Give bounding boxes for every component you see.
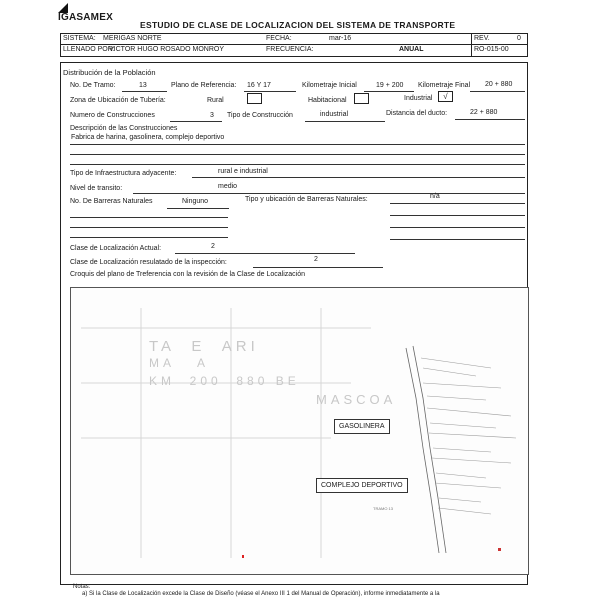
desc-line-3	[70, 155, 525, 165]
tipo-const-label: Tipo de Construcción	[227, 112, 293, 119]
clase-actual-line	[175, 244, 355, 254]
transito-line	[133, 184, 525, 194]
form-title: ESTUDIO DE CLASE DE LOCALIZACION DEL SISTEMA DE TRANSPORTE	[140, 20, 456, 30]
header-row-divider	[61, 44, 527, 45]
pipeline-note: TRAMO 13	[373, 506, 394, 511]
note-a: a) Si la Clase de Localización excede la Clase de Diseño (véase el Anexo III 1 del Manual de Operación), informe inmediatamente a la	[82, 591, 440, 597]
sistema-value: MERIGAS NORTE	[103, 35, 162, 42]
section-title: Distribución de la Población	[63, 68, 156, 77]
desc-line-2	[70, 145, 525, 155]
tipo-barreras-label: Tipo y ubicación de Barreras Naturales:	[245, 196, 368, 203]
company-name: IGASAMEX	[58, 12, 113, 23]
barreras-extra-line-3	[70, 228, 228, 238]
fecha-label: FECHA:	[266, 35, 292, 42]
dist-ducto-value: 22 + 880	[470, 109, 498, 116]
rev-value: 0	[517, 35, 521, 42]
sketch-drawing	[71, 288, 528, 574]
croquis-label: Croquis del plano de Treferencia con la revisión de la Clase de Localización	[70, 271, 306, 278]
clase-actual-value: 2	[211, 243, 215, 250]
label-gasolinera: GASOLINERA	[334, 419, 390, 434]
infra-label: Tipo de Infraestructura adyacente:	[70, 170, 177, 177]
header-table	[60, 33, 528, 57]
tramo-value: 13	[139, 82, 147, 89]
tipo-barreras-value: n/a	[430, 193, 440, 200]
tramo-label: No. De Tramo:	[70, 82, 116, 89]
sketch-ghost-text-1: TA E ARI	[149, 338, 259, 355]
barreras-label: No. De Barreras Naturales	[70, 198, 153, 205]
km-inicial-label: Kilometraje Inicial	[302, 82, 357, 89]
industrial-label: Industrial	[404, 95, 433, 102]
clase-insp-value: 2	[314, 256, 318, 263]
num-const-line	[170, 112, 222, 122]
habitacional-checkbox[interactable]	[354, 93, 369, 104]
sketch-ghost-text-3: KM 200 880 BE	[149, 374, 300, 388]
desc-value: Fabrica de harina, gasolinera, complejo deportivo	[71, 134, 225, 141]
sketch-ghost-text-4: MASCOA	[316, 392, 397, 407]
num-const-value: 3	[210, 112, 214, 119]
clase-insp-line	[253, 258, 383, 268]
tipo-barreras-extra-line-2	[390, 218, 525, 228]
company-logo	[58, 3, 118, 25]
header-col-divider	[471, 34, 472, 56]
num-const-label: Numero de Construcciones	[70, 112, 155, 119]
habitacional-label: Habitacional	[308, 97, 347, 104]
km-inicial-value: 19 + 200	[376, 82, 404, 89]
reference-sketch	[70, 287, 529, 575]
doc-code: RO-015-00	[474, 46, 509, 53]
rural-label: Rural	[207, 97, 224, 104]
transito-label: Nivel de transito:	[70, 185, 123, 192]
zona-label: Zona de Ubicación de Tubería:	[70, 97, 166, 104]
desc-line-1	[70, 135, 525, 145]
plano-value: 16 Y 17	[247, 82, 271, 89]
rev-label: REV.	[474, 35, 490, 42]
sketch-ghost-text-2: MA A	[149, 356, 210, 370]
clase-insp-label: Clase de Localización resulatado de la inspección:	[70, 259, 227, 266]
dist-ducto-label: Distancia del ducto:	[386, 110, 448, 117]
rural-checkbox[interactable]	[247, 93, 262, 104]
frecuencia-label: FRECUENCIA:	[266, 46, 314, 53]
barreras-extra-line-2	[70, 218, 228, 228]
tipo-barreras-extra-line-3	[390, 230, 525, 240]
llenado-value: VICTOR HUGO ROSADO MONROY	[109, 46, 224, 53]
km-final-label: Kilometraje Final	[418, 82, 471, 89]
fecha-value: mar-16	[329, 35, 352, 42]
sistema-label: SISTEMA:	[63, 35, 96, 42]
barreras-value: Ninguno	[182, 198, 209, 205]
plano-label: Plano de Referencia:	[171, 82, 237, 89]
transito-value: medio	[218, 183, 238, 190]
km-final-value: 20 + 880	[485, 81, 513, 88]
industrial-checkbox[interactable]: √	[438, 91, 453, 102]
infra-value: rural e industrial	[218, 168, 268, 175]
tipo-const-value: industrial	[320, 111, 349, 118]
llenado-label: LLENADO POR:	[63, 46, 115, 53]
notes-title: Notas:	[73, 584, 91, 590]
clase-actual-label: Clase de Localización Actual:	[70, 245, 162, 252]
barreras-extra-line-1	[70, 208, 228, 218]
frecuencia-value: ANUAL	[399, 46, 424, 53]
desc-label: Descripción de las Construcciones	[70, 125, 178, 132]
label-complejo-deportivo: COMPLEJO DEPORTIVO	[316, 478, 408, 493]
tipo-barreras-line	[390, 194, 525, 204]
tipo-barreras-extra-line-1	[390, 206, 525, 216]
